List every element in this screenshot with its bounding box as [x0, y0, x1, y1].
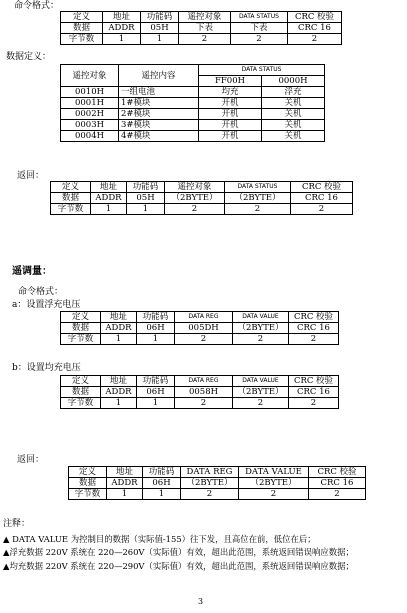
table-cell: 关机: [262, 109, 325, 120]
table-cell: 地址: [91, 182, 127, 193]
table-cell: 2: [175, 334, 233, 345]
table-cell: 1: [141, 34, 179, 45]
table-cell: DATA STATUS: [225, 182, 291, 193]
table-row: [51, 182, 353, 193]
note-item: ▲ DATA VALUE 为控制目的数据（实际值-155）往下发，且高位在前，低位在后；: [3, 534, 316, 544]
table-cell: 关机: [262, 98, 325, 109]
table-cell: 功能码: [141, 12, 179, 23]
table-cell: 1: [101, 398, 137, 409]
table-row: [61, 87, 325, 98]
table-cell: 3#模块: [119, 120, 199, 131]
table-cell: 字节数: [69, 489, 107, 500]
table-cell: 2: [289, 398, 339, 409]
table-cell: 2: [289, 334, 339, 345]
table-cell: 定义: [51, 182, 91, 193]
table-cell: 1: [107, 489, 143, 500]
table-cell: 06H: [137, 323, 175, 334]
table-cell: 0010H: [61, 87, 119, 98]
table-row: [61, 376, 339, 387]
table-cell: 1: [101, 334, 137, 345]
table-cell: CRC 16: [291, 193, 353, 204]
table-cell: 05H: [127, 193, 165, 204]
table-cell: DATA VALUE: [233, 312, 289, 323]
table-row: [69, 467, 366, 478]
table-cell: （2BYTE）: [233, 323, 289, 334]
table-cell: 开机: [199, 98, 262, 109]
table-cell: 关机: [262, 131, 325, 142]
table-cell: 字节数: [61, 334, 101, 345]
return-table-2: [68, 466, 366, 500]
table-cell: 数据: [61, 387, 101, 398]
table-cell: （2BYTE）: [165, 193, 225, 204]
table-cell: 0004H: [61, 131, 119, 142]
cmd-format-label-2: 命令格式：: [18, 287, 64, 297]
table-cell: 数据: [61, 323, 101, 334]
table-cell: CRC 校验: [291, 182, 353, 193]
table-cell: 2: [181, 489, 239, 500]
table-cell: 1#模块: [119, 98, 199, 109]
table-cell: 0002H: [61, 109, 119, 120]
table-cell: 定义: [61, 376, 101, 387]
table-cell: 开机: [199, 120, 262, 131]
table-cell: 06H: [143, 478, 181, 489]
table-cell: 功能码: [137, 376, 175, 387]
table-cell: CRC 16: [289, 323, 339, 334]
table-cell: 1: [127, 204, 165, 215]
table-cell: 06H: [137, 387, 175, 398]
table-row: [61, 34, 342, 45]
table-cell: 字节数: [51, 204, 91, 215]
table-cell: 0000H: [262, 76, 325, 87]
table-cell: 2: [233, 398, 289, 409]
data-def-label: 数据定义：: [6, 52, 52, 62]
table-cell: DATA VALUE: [233, 376, 289, 387]
table-cell: 数据: [69, 478, 107, 489]
data-def-table: [60, 64, 325, 142]
table-cell: DATA REG: [181, 467, 239, 478]
subsection-b-title: b：设置均充电压: [12, 363, 81, 373]
table-cell: CRC 校验: [288, 12, 342, 23]
table-row: [61, 334, 339, 345]
table-cell: 2#模块: [119, 109, 199, 120]
table-cell: （2BYTE）: [181, 478, 239, 489]
table-cell: 4#模块: [119, 131, 199, 142]
table-cell: CRC 校验: [289, 312, 339, 323]
table-cell: 地址: [107, 467, 143, 478]
subsection-a-title: a：设置浮充电压: [12, 300, 81, 310]
table-float-charge: [60, 311, 339, 345]
table-cell: 1: [137, 398, 175, 409]
table-cell: ADDR: [101, 323, 137, 334]
table-row: [61, 65, 325, 76]
table-row: [61, 109, 325, 120]
table-row: [69, 478, 366, 489]
table-cell: 2: [233, 334, 289, 345]
table-cell: 1: [137, 334, 175, 345]
table-cell: ADDR: [103, 23, 141, 34]
table-row: [61, 98, 325, 109]
table-cell: 2: [239, 489, 309, 500]
table-row: [61, 323, 339, 334]
table-cell: 05H: [141, 23, 179, 34]
table-cell: 2: [309, 489, 366, 500]
table-cell: ADDR: [107, 478, 143, 489]
table-cell: 数据: [61, 23, 103, 34]
table-cell: CRC 16: [288, 23, 342, 34]
table-cell: 开机: [199, 109, 262, 120]
table-row: [61, 23, 342, 34]
table-cell: 2: [291, 204, 353, 215]
table-cell: 定义: [69, 467, 107, 478]
table-cell: FF00H: [199, 76, 262, 87]
table-cell: 0058H: [175, 387, 233, 398]
table-row: [61, 131, 325, 142]
cmd-format-label: 命令格式：: [14, 1, 60, 11]
note-item: ▲均充数据 220V 系统在 220—290V（实际值）有效，超出此范围，系统返回错误响应数据；: [3, 561, 354, 571]
table-cell: 1: [143, 489, 181, 500]
table-row: [51, 204, 353, 215]
table-cell: 遥控内容: [119, 65, 199, 87]
page-number: 3: [198, 597, 204, 606]
table-cell: 遥控对象: [165, 182, 225, 193]
table-cell: 2: [175, 398, 233, 409]
cmd-table: [60, 11, 342, 45]
table-cell: DATA VALUE: [239, 467, 309, 478]
table-row: [69, 489, 366, 500]
table-cell: 005DH: [175, 323, 233, 334]
table-row: [61, 387, 339, 398]
table-cell: （2BYTE）: [233, 387, 289, 398]
table-cell: 功能码: [143, 467, 181, 478]
table-row: [61, 12, 342, 23]
table-cell: 2: [231, 34, 288, 45]
table-cell: 定义: [61, 312, 101, 323]
table-cell: 数据: [51, 193, 91, 204]
table-cell: 字节数: [61, 398, 101, 409]
table-cell: DATA STATUS: [199, 65, 325, 76]
table-row: [61, 398, 339, 409]
table-cell: 开机: [199, 131, 262, 142]
table-cell: 地址: [101, 376, 137, 387]
table-cell: 功能码: [127, 182, 165, 193]
table-row: [61, 120, 325, 131]
table-cell: 下表: [231, 23, 288, 34]
table-cell: 遥控对象: [61, 65, 119, 87]
return-table-1: [50, 181, 353, 215]
table-cell: ADDR: [91, 193, 127, 204]
notes-title: 注释：: [3, 519, 31, 529]
return-label-2: 返回：: [17, 455, 45, 465]
table-cell: 下表: [179, 23, 231, 34]
table-cell: （2BYTE）: [225, 193, 291, 204]
table-cell: 浮充: [262, 87, 325, 98]
table-cell: （2BYTE）: [239, 478, 309, 489]
table-row: [51, 193, 353, 204]
table-cell: 2: [225, 204, 291, 215]
table-cell: 2: [165, 204, 225, 215]
table-equal-charge: [60, 375, 339, 409]
table-cell: 1: [91, 204, 127, 215]
table-cell: 均充: [199, 87, 262, 98]
table-cell: 关机: [262, 120, 325, 131]
table-cell: 地址: [103, 12, 141, 23]
table-cell: CRC 校验: [289, 376, 339, 387]
table-cell: 遥控对象: [179, 12, 231, 23]
table-cell: 1: [103, 34, 141, 45]
table-cell: 0001H: [61, 98, 119, 109]
table-cell: CRC 校验: [309, 467, 366, 478]
table-cell: 一组电池: [119, 87, 199, 98]
table-cell: DATA REG: [175, 312, 233, 323]
table-row: [61, 312, 339, 323]
table-cell: 定义: [61, 12, 103, 23]
adjust-title: 遥调量：: [12, 266, 52, 277]
table-cell: CRC 16: [289, 387, 339, 398]
table-cell: 2: [288, 34, 342, 45]
table-cell: CRC 16: [309, 478, 366, 489]
table-cell: DATA STATUS: [231, 12, 288, 23]
table-cell: 功能码: [137, 312, 175, 323]
table-cell: 地址: [101, 312, 137, 323]
table-cell: DATA REG: [175, 376, 233, 387]
table-cell: ADDR: [101, 387, 137, 398]
return-label-1: 返回：: [17, 171, 45, 181]
table-cell: 0003H: [61, 120, 119, 131]
table-cell: 字节数: [61, 34, 103, 45]
note-item: ▲浮充数据 220V 系统在 220—260V（实际值）有效，超出此范围，系统返回错误响应数据；: [3, 547, 354, 557]
table-cell: 2: [179, 34, 231, 45]
